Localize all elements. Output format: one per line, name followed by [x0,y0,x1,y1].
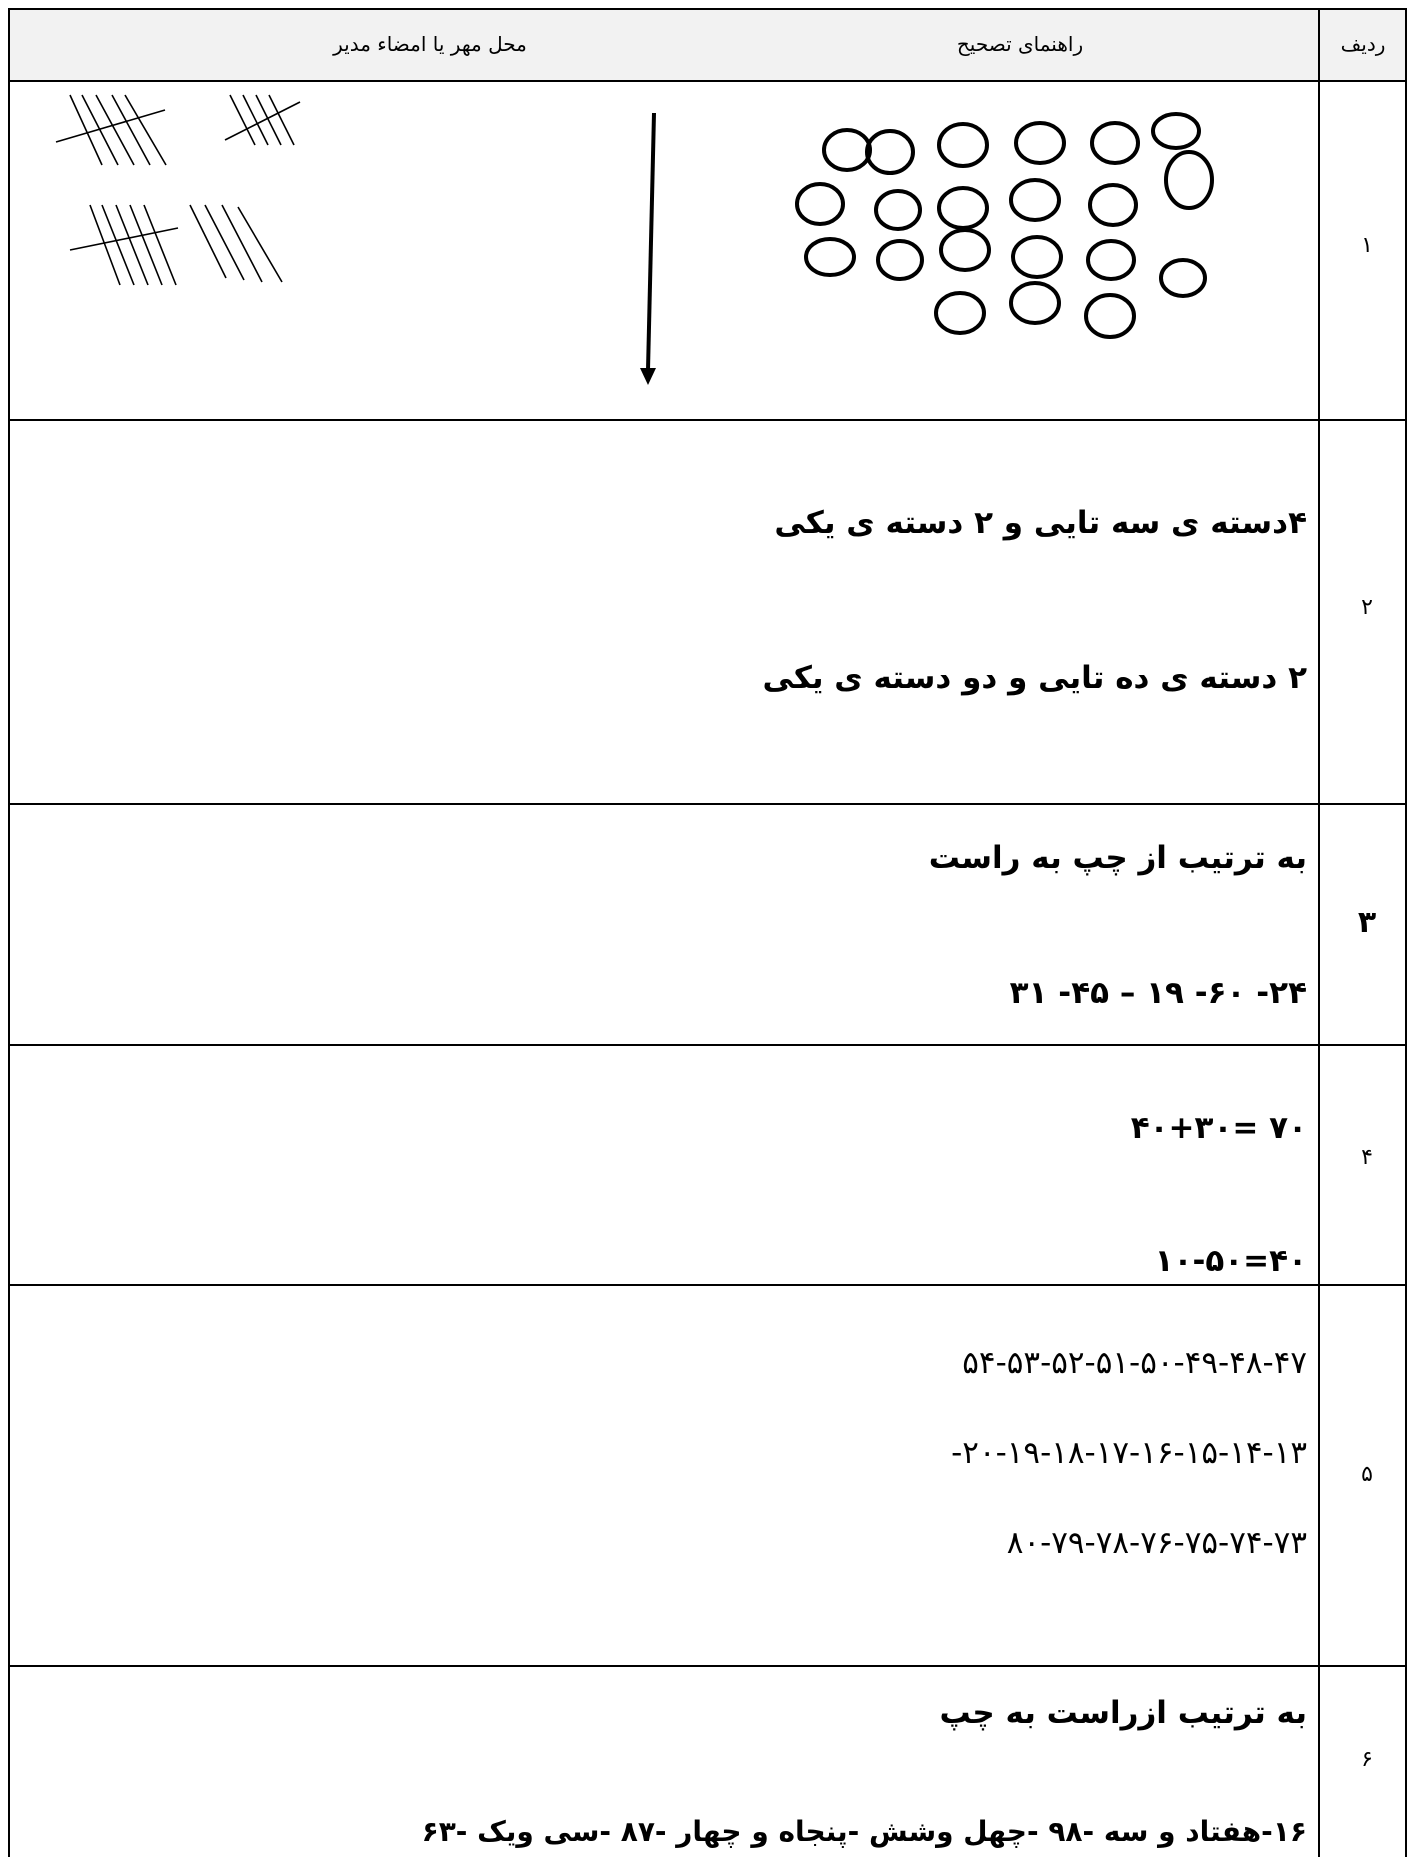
row-3-answer-line-2: ۲۴- ۶۰- ۱۹ – ۴۵- ۳۱ [1009,975,1307,1011]
row-4-answer-line-2: ۱۰-۵۰=۴۰ [1154,1243,1307,1279]
row-3-answer-line-1: به ترتیب از چپ به راست [928,840,1307,876]
row-5-sequence-2: -۲۰-۱۹-۱۸-۱۷-۱۶-۱۵-۱۴-۱۳ [951,1435,1307,1471]
row-number-4: ۴ [1361,1145,1373,1170]
row-2-answer-line-2: ۲ دسته ی ده تایی و دو دسته ی یکی [762,660,1307,696]
row-5-sequence-1: ۵۴-۵۳-۵۲-۵۱-۵۰-۴۹-۴۸-۴۷ [962,1345,1307,1381]
row-divider-4 [8,1284,1407,1286]
row-6-answer-line-2: ۱۶-هفتاد و سه -۹۸ -چهل وشش -پنجاه و چهار -۸۷ -سی ویک -۶۳ [421,1815,1307,1848]
row-number-3: ۳ [1357,905,1377,940]
row-6-answer-line-1: به ترتیب ازراست به چپ [939,1695,1307,1731]
row-4-answer-line-1: ۴۰+۳۰= ۷۰ [1130,1110,1307,1146]
tally-marks-drawing [0,0,1407,420]
row-number-6: ۶ [1361,1747,1373,1772]
header-row-number: ردیف [1340,32,1386,56]
row-2-answer-line-1: ۴دسته ی سه تایی و ۲ دسته ی یکی [774,505,1307,541]
header-correction-guide: راهنمای تصحیح [956,32,1084,56]
row-number-1: ۱ [1361,233,1373,258]
row-number-2: ۲ [1361,595,1373,620]
row-number-5: ۵ [1361,1462,1373,1487]
row-divider-2 [8,803,1407,805]
row-5-sequence-3: ۸۰-۷۹-۷۸-۷۶-۷۵-۷۴-۷۳ [1006,1525,1307,1561]
row-divider-5 [8,1665,1407,1667]
header-stamp-signature: محل مهر یا امضاء مدیر [333,32,527,56]
row-divider-3 [8,1044,1407,1046]
